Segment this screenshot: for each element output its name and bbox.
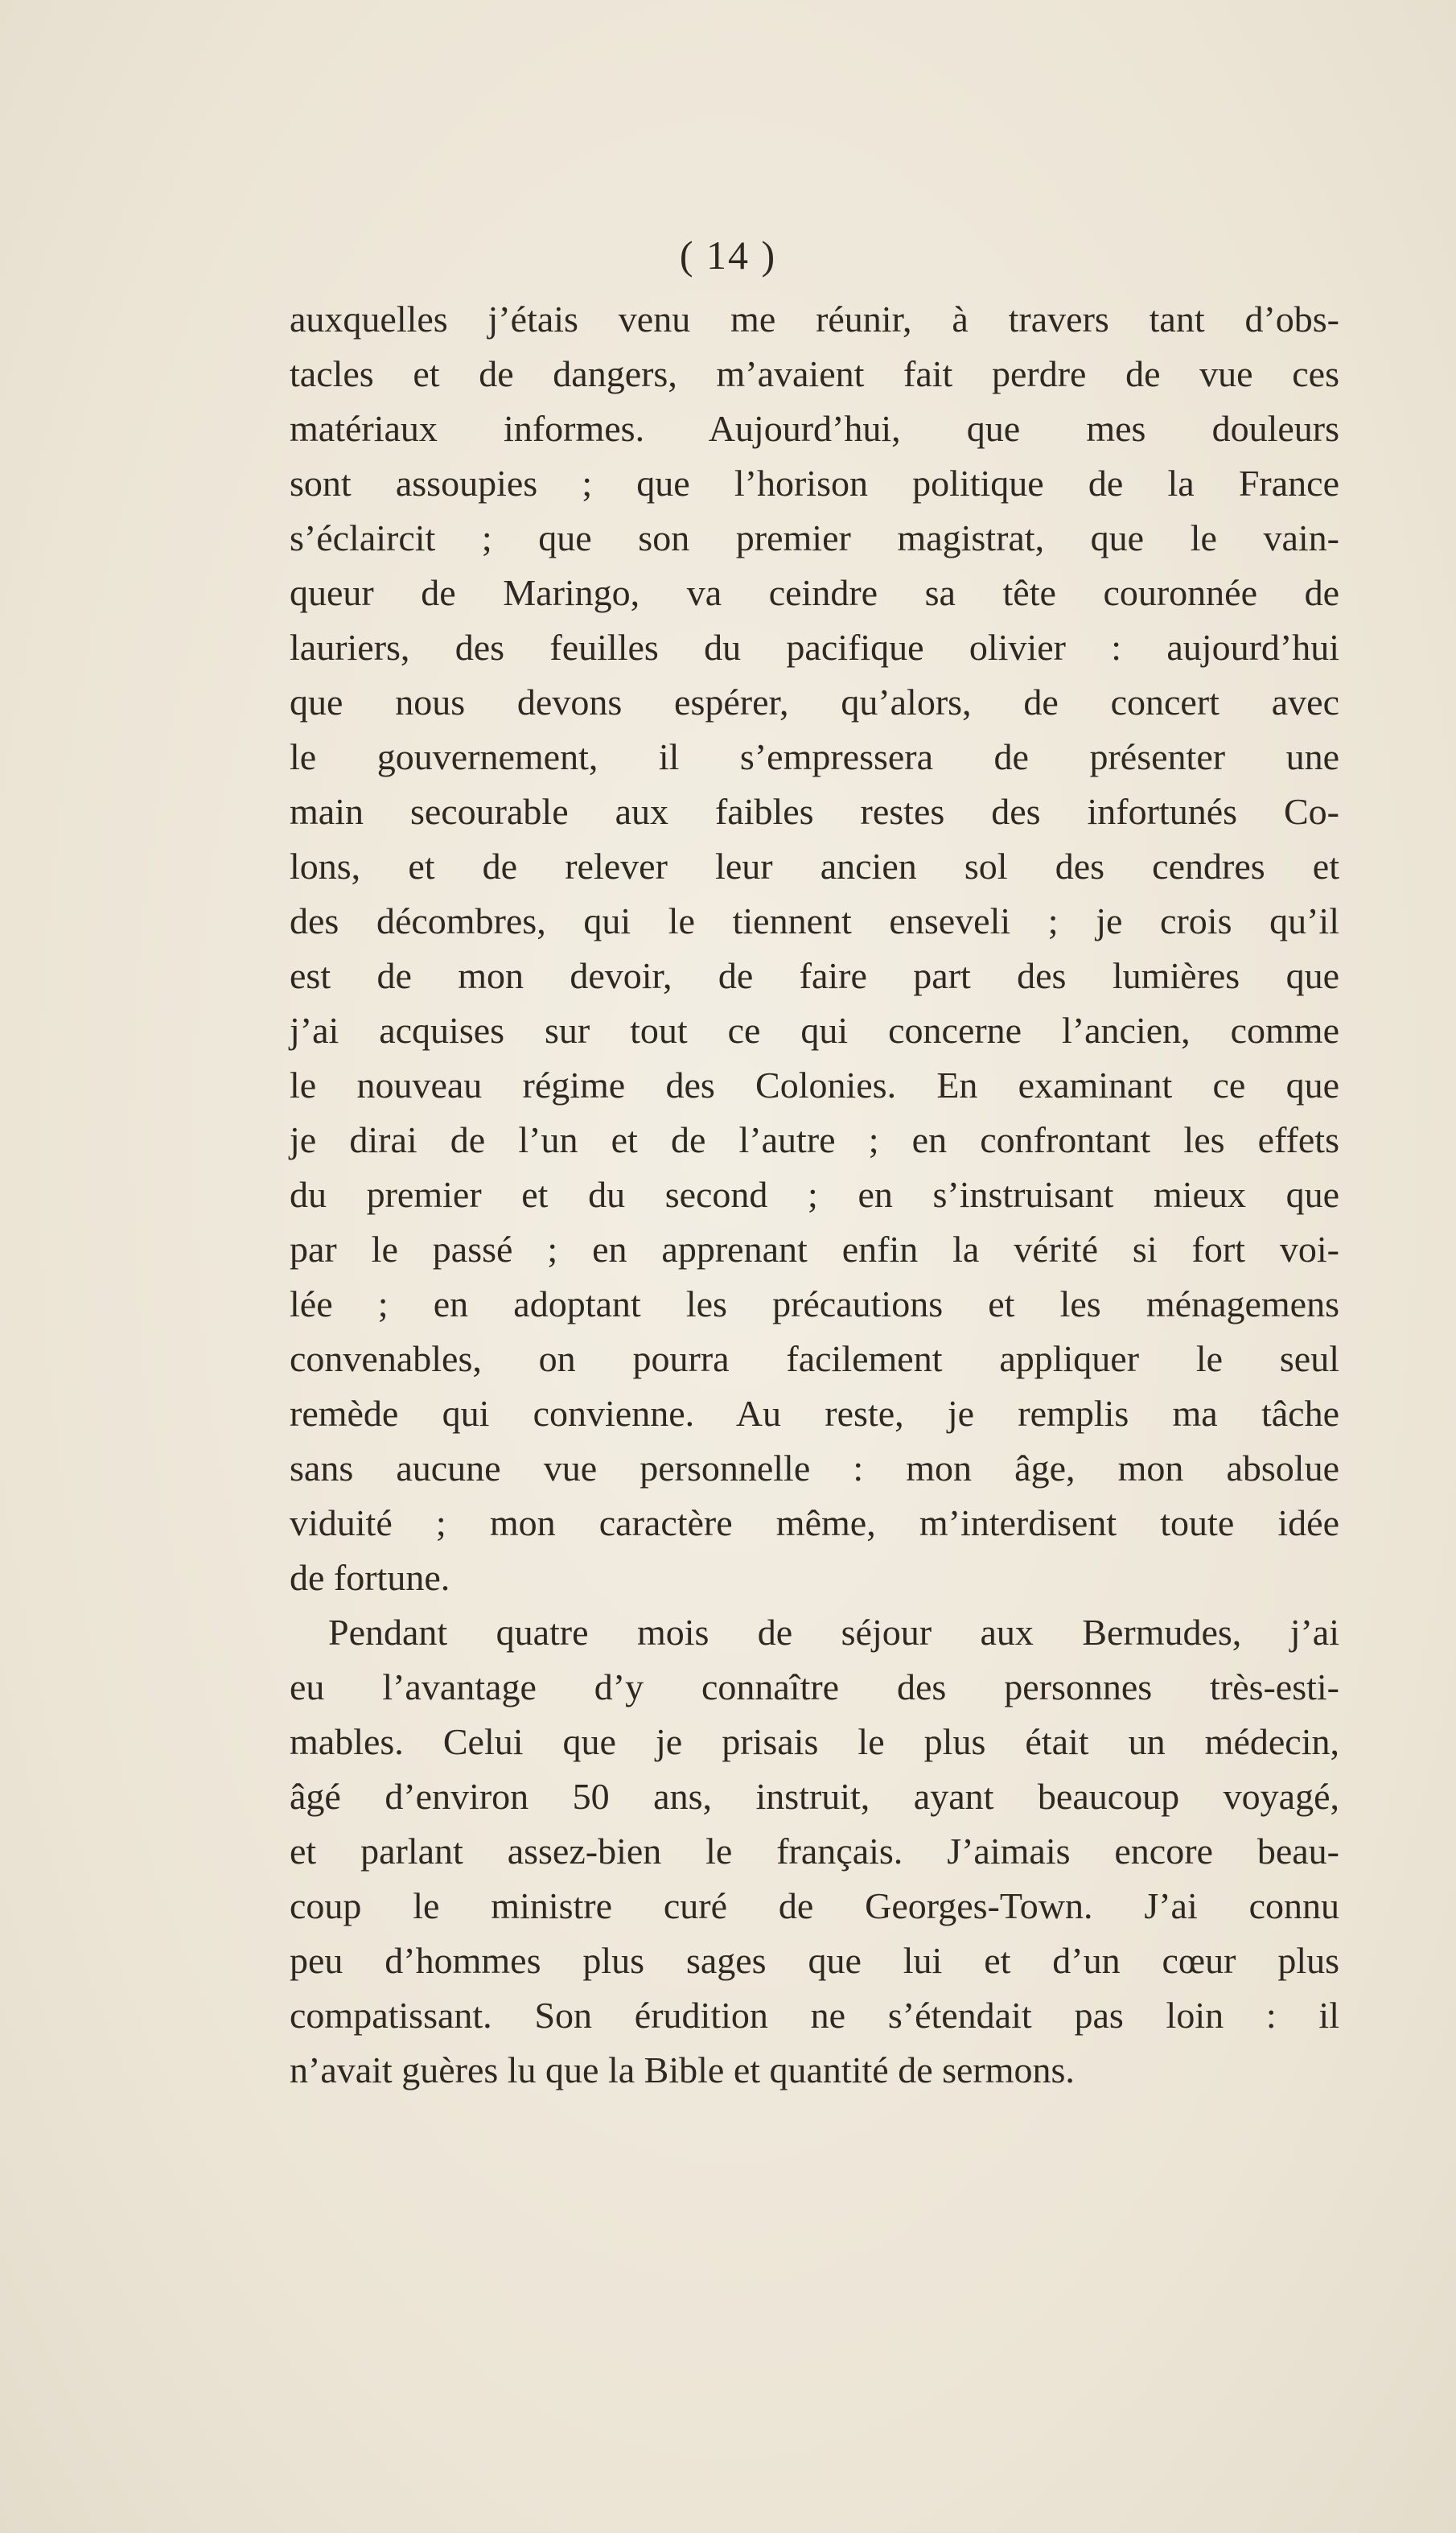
- text-line: peu d’hommes plus sages que lui et d’un cœur plus: [290, 1940, 1339, 1981]
- text-line: des décombres, qui le tiennent enseveli ; je crois qu’il: [290, 900, 1339, 941]
- text-line: auxquelles j’étais venu me réunir, à travers tant d’obs-: [290, 299, 1339, 340]
- text-line: lée ; en adoptant les précautions et les ménagemens: [290, 1283, 1339, 1324]
- text-line: n’avait guères lu que la Bible et quantité de sermons.: [290, 2049, 1075, 2090]
- body-text: [290, 292, 1339, 2098]
- text-line: que nous devons espérer, qu’alors, de concert avec: [290, 682, 1339, 723]
- text-line: viduité ; mon caractère même, m’interdisent toute idée: [290, 1502, 1339, 1543]
- text-line: remède qui convienne. Au reste, je remplis ma tâche: [290, 1393, 1339, 1434]
- text-line: convenables, on pourra facilement appliquer le seul: [290, 1338, 1339, 1379]
- text-line: coup le ministre curé de Georges-Town. J’ai connu: [290, 1885, 1339, 1926]
- text-line: j’ai acquises sur tout ce qui concerne l’ancien, comme: [290, 1010, 1339, 1051]
- text-line: âgé d’environ 50 ans, instruit, ayant beaucoup voyagé,: [290, 1776, 1339, 1817]
- text-line: je dirai de l’un et de l’autre ; en confrontant les effets: [290, 1119, 1339, 1160]
- text-line: par le passé ; en apprenant enfin la vérité si fort voi-: [290, 1229, 1339, 1270]
- text-line: matériaux informes. Aujourd’hui, que mes douleurs: [290, 408, 1339, 449]
- text-line: du premier et du second ; en s’instruisant mieux que: [290, 1174, 1339, 1215]
- text-line: est de mon devoir, de faire part des lumières que: [290, 955, 1339, 996]
- text-line: eu l’avantage d’y connaître des personnes très-esti-: [290, 1666, 1339, 1707]
- text-line: et parlant assez-bien le français. J’aimais encore beau-: [290, 1831, 1339, 1872]
- page-number: ( 14 ): [679, 233, 777, 278]
- text-line: mables. Celui que je prisais le plus était un médecin,: [290, 1721, 1339, 1762]
- text-line: le gouvernement, il s’empressera de présenter une: [290, 736, 1339, 777]
- text-line: s’éclaircit ; que son premier magistrat, que le vain-: [290, 517, 1339, 558]
- text-line: sont assoupies ; que l’horison politique de la France: [290, 463, 1339, 504]
- text-line: queur de Maringo, va ceindre sa tête couronnée de: [290, 572, 1339, 613]
- text-line: Pendant quatre mois de séjour aux Bermudes, j’ai: [328, 1612, 1339, 1653]
- text-line: tacles et de dangers, m’avaient fait perdre de vue ces: [290, 353, 1339, 394]
- text-line: le nouveau régime des Colonies. En examinant ce que: [290, 1065, 1339, 1106]
- text-line: lons, et de relever leur ancien sol des cendres et: [290, 846, 1339, 887]
- text-line: sans aucune vue personnelle : mon âge, mon absolue: [290, 1448, 1339, 1489]
- text-line: compatissant. Son érudition ne s’étendait pas loin : il: [290, 1995, 1339, 2036]
- text-line: lauriers, des feuilles du pacifique olivier : aujourd’hui: [290, 627, 1339, 668]
- text-line: de fortune.: [290, 1557, 450, 1598]
- text-line: main secourable aux faibles restes des infortunés Co-: [290, 791, 1339, 832]
